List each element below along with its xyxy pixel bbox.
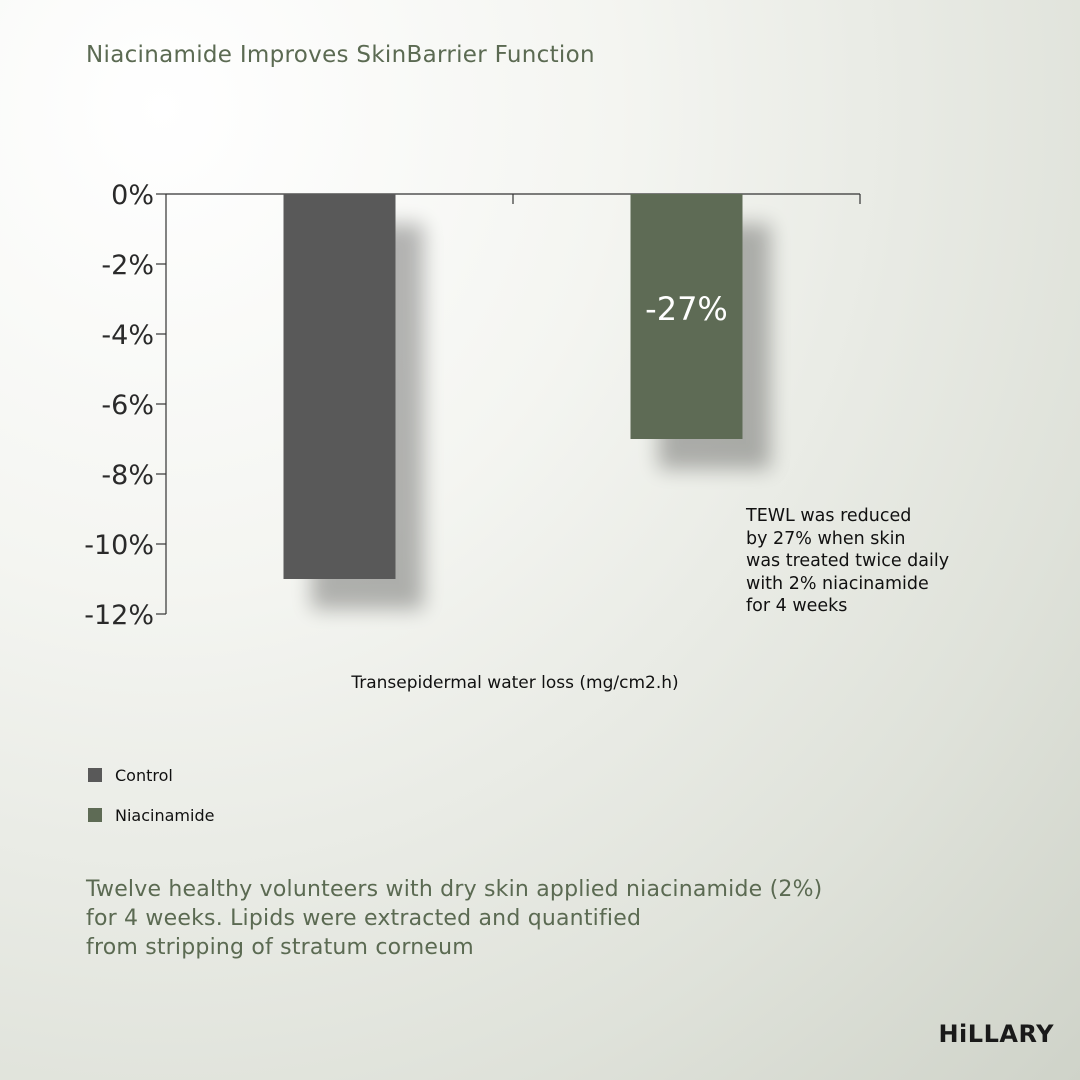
legend-swatch-control bbox=[88, 768, 102, 782]
annotation-line: was treated twice daily bbox=[746, 551, 950, 571]
y-tick-label: -12% bbox=[84, 600, 154, 631]
legend-swatch-niacinamide bbox=[88, 808, 102, 822]
y-tick-label: -8% bbox=[101, 460, 154, 491]
y-tick-label: -6% bbox=[101, 390, 154, 421]
bar-control bbox=[284, 194, 396, 579]
y-tick-label: 0% bbox=[111, 180, 154, 211]
caption-line: Twelve healthy volunteers with dry skin applied niacinamide (2%) bbox=[86, 877, 823, 902]
caption-line: for 4 weeks. Lipids were extracted and quantified bbox=[86, 906, 642, 931]
caption-line: from stripping of stratum corneum bbox=[86, 935, 474, 960]
legend-item-control bbox=[88, 755, 214, 795]
annotation-line: TEWL was reduced bbox=[746, 506, 912, 526]
annotation-line: by 27% when skin bbox=[746, 528, 906, 549]
legend-label-niacinamide: Niacinamide bbox=[115, 805, 215, 825]
legend-item-niacinamide bbox=[88, 795, 214, 835]
bar-data-label: -27% bbox=[645, 290, 728, 328]
legend-label-control: Control bbox=[115, 765, 173, 785]
annotation-line: for 4 weeks bbox=[746, 596, 848, 616]
y-tick-label: -4% bbox=[101, 320, 154, 351]
study-caption bbox=[86, 875, 822, 962]
y-tick-label: -10% bbox=[84, 530, 154, 561]
legend bbox=[88, 755, 214, 835]
bar-layer bbox=[284, 194, 771, 609]
annotation-text bbox=[746, 505, 949, 618]
y-tick-label: -2% bbox=[101, 250, 154, 281]
chart-title: Niacinamide Improves SkinBarrier Function bbox=[86, 42, 595, 68]
tick-label-layer bbox=[84, 180, 154, 631]
brand-logo: HiLLARY bbox=[938, 1020, 1054, 1048]
x-axis-label: Transepidermal water loss (mg/cm2.h) bbox=[351, 673, 679, 693]
annotation-line: with 2% niacinamide bbox=[746, 573, 929, 594]
